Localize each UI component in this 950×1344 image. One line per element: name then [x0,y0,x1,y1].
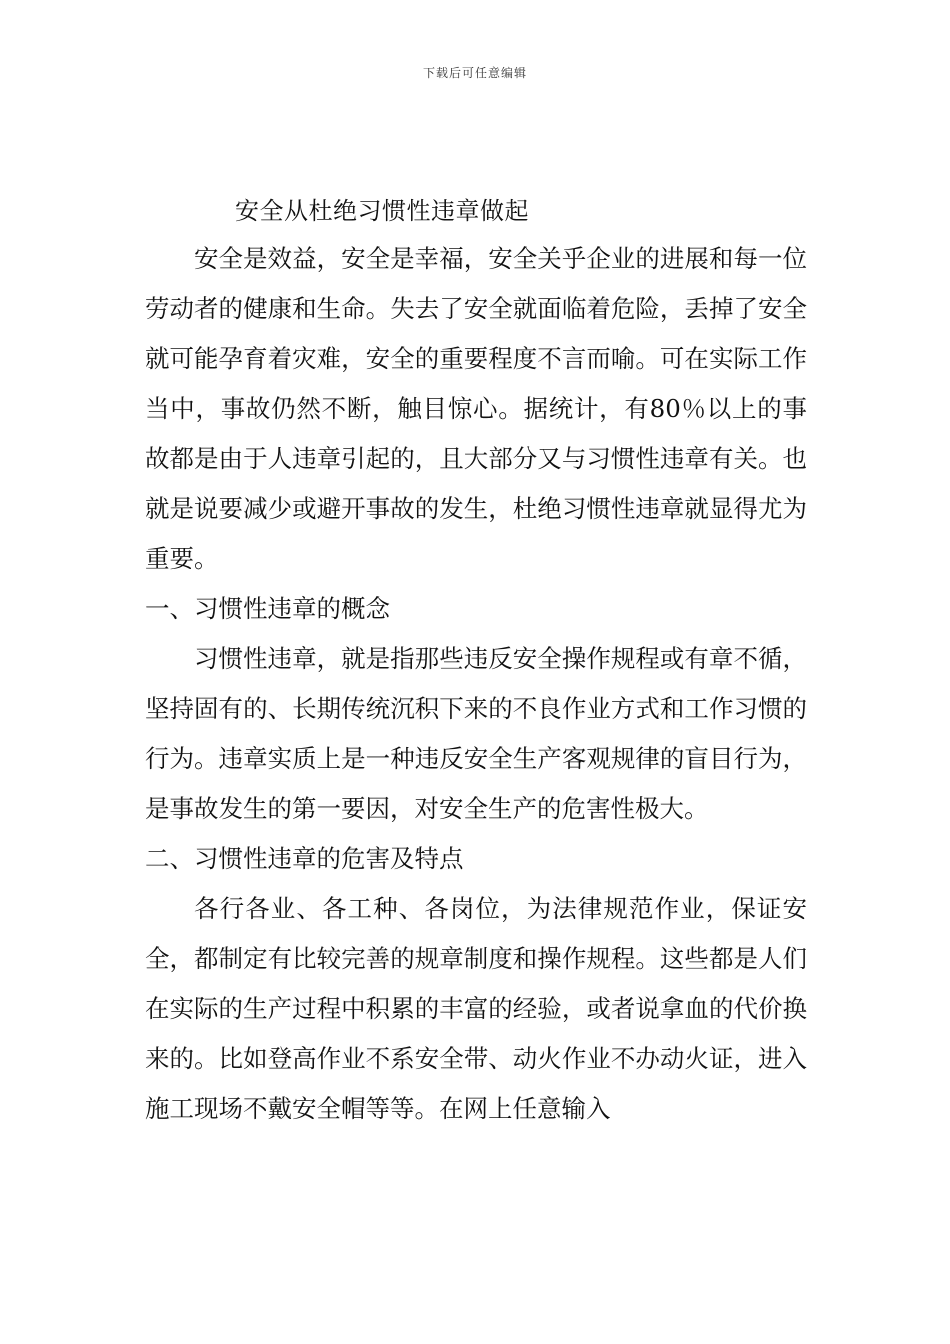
document-title: 安全从杜绝习惯性违章做起 [235,197,529,225]
intro-paragraph: 安全是效益，安全是幸福，安全关乎企业的进展和每一位劳动者的健康和生命。失去了安全就面临着危险，丢掉了安全就可能孕育着灾难，安全的重要程度不言而喻。可在实际工作当中，事故仍然不断，触目惊心。据统计，有80％以上的事故都是由于人违章引起的，且大部分又与习惯性违章有关。也就是说要减少或避开事故的发生，杜绝习惯性违章就显得尤为重要。 [145,244,807,573]
harm-paragraph: 各行各业、各工种、各岗位，为法律规范作业，保证安全，都制定有比较完善的规章制度和操作规程。这些都是人们在实际的生产过程中积累的丰富的经验，或者说拿血的代价换来的。比如登高作业不系安全带、动火作业不办动火证，进入施工现场不戴安全帽等等。在网上任意输入 [145,894,807,1123]
document-body [145,188,807,1134]
section-heading-harm: 二、习惯性违章的危害及特点 [145,844,464,873]
section-heading-concept: 一、习惯性违章的概念 [145,594,390,623]
page-header: 下载后可任意编辑 [422,66,527,80]
concept-paragraph: 习惯性违章，就是指那些违反安全操作规程或有章不循，坚持固有的、长期传统沉积下来的不良作业方式和工作习惯的行为。违章实质上是一种违反安全生产客观规律的盲目行为，是事故发生的第一要因，对安全生产的危害性极大。 [145,644,807,823]
